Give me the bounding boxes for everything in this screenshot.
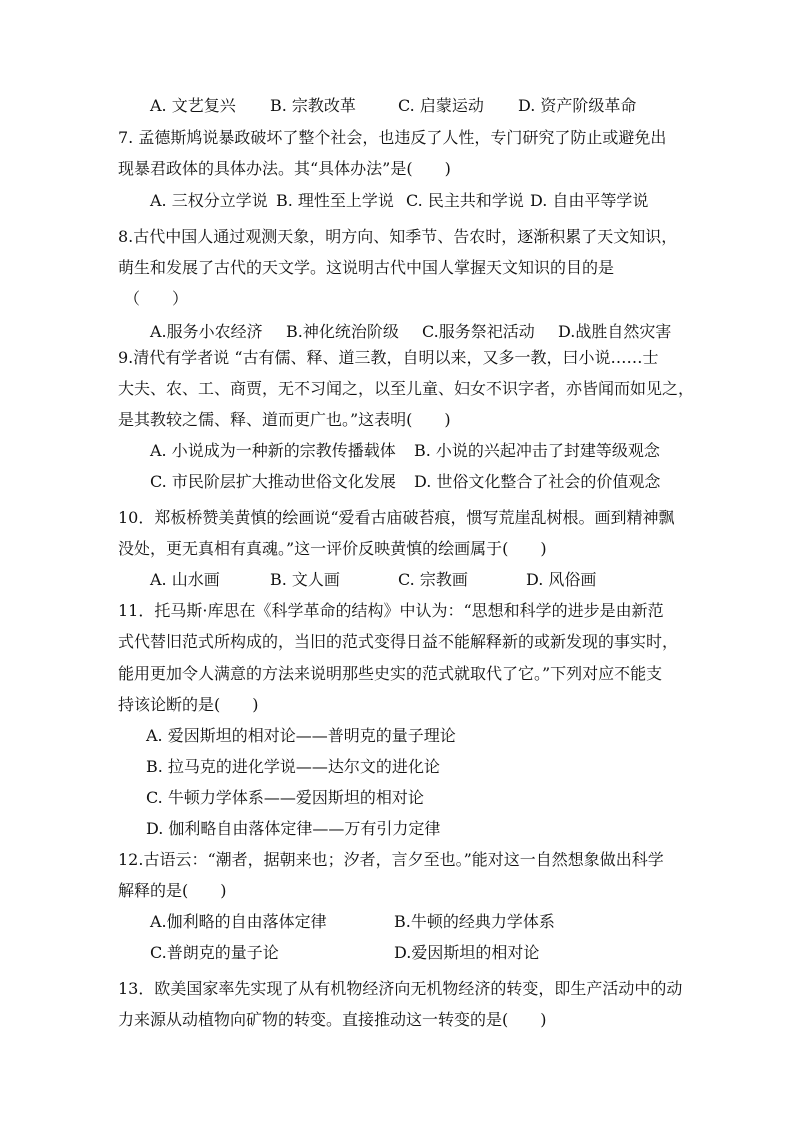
q7-stem-line-1: 7. 孟德斯鸠说暴政破坏了整个社会，也违反了人性，专门研究了防止或避免出 [118,128,667,147]
q11-stem-line-2: 式代替旧范式所构成的，当旧的范式变得日益不能解释新的或新发现的事实时， [118,632,679,651]
q9-stem-line-1: 9.清代有学者说 “古有儒、释、道三教，自明以来，又多一教，曰小说……士 [118,348,659,367]
q6-option-a: A. 文艺复兴 [150,96,236,115]
q13-stem-line-2: 力来源从动植物向矿物的转变。直接推动这一转变的是( ) [118,1010,547,1029]
q8-stem-line-2: 萌生和发展了古代的天文学。这说明古代中国人掌握天文知识的目的是 [118,258,615,277]
q12-option-b: B.牛顿的经典力学体系 [394,912,555,931]
q6-option-d: D. 资产阶级革命 [518,96,637,115]
q12-stem-line-2: 解释的是( ) [118,881,227,900]
q7-option-a: A. 三权分立学说 [150,191,268,210]
q7-option-b: B. 理性至上学说 [276,191,394,210]
q12-option-c: C.普朗克的量子论 [150,943,279,962]
q10-stem-line-2: 没处，更无真相有真魂。”这一评价反映黄慎的绘画属于( ) [118,539,547,558]
q9-option-c: C. 市民阶层扩大推动世俗文化发展 [150,472,396,491]
q11-option-c: C. 牛顿力学体系——爱因斯坦的相对论 [146,788,424,807]
q10-option-a: A. 山水画 [150,570,220,589]
q8-option-c: C.服务祭祀活动 [422,322,535,341]
q10-option-c: C. 宗教画 [398,570,468,589]
q8-option-b: B.神化统治阶级 [286,322,399,341]
q8-option-d: D.战胜自然灾害 [558,322,672,341]
q8-option-a: A.服务小农经济 [150,322,263,341]
q6-option-b: B. 宗教改革 [270,96,356,115]
q11-stem-line-4: 持该论断的是( ) [118,695,259,714]
q10-option-d: D. 风俗画 [526,570,597,589]
q9-option-d: D. 世俗文化整合了社会的价值观念 [414,472,661,491]
q7-option-c: C. 民主共和学说 [406,191,524,210]
q6-option-c: C. 启蒙运动 [398,96,484,115]
q9-option-b: B. 小说的兴起冲击了封建等级观念 [414,441,660,460]
q9-option-a: A. 小说成为一种新的宗教传播载体 [150,441,396,460]
q11-option-d: D. 伽利略自由落体定律——万有引力定律 [146,819,441,838]
q8-stem-line-3: （ ） [124,289,189,308]
q12-option-d: D.爱因斯坦的相对论 [394,943,540,962]
q9-stem-line-2: 大夫、农、工、商贾，无不习闻之，以至儿童、妇女不识字者，亦皆闻而如见之， [118,379,695,398]
q10-stem-line-1: 10．郑板桥赞美黄慎的绘画说“爱看古庙破苔痕，惯写荒崖乱树根。画到精神飘 [118,508,675,527]
q12-stem-line-1: 12.古语云：“潮者，据朝来也；汐者，言夕至也。”能对这一自然想象做出科学 [118,850,664,869]
q11-option-a: A. 爱因斯坦的相对论——普明克的量子理论 [146,726,456,745]
q13-stem-line-1: 13．欧美国家率先实现了从有机物经济向无机物经济的转变，即生产活动中的动 [118,979,683,998]
q7-stem-line-2: 现暴君政体的具体办法。其“具体办法”是( ) [118,159,451,178]
q10-option-b: B. 文人画 [270,570,340,589]
q12-option-a: A.伽利略的自由落体定律 [150,912,327,931]
q9-stem-line-3: 是其教较之儒、释、道而更广也。”这表明( ) [118,410,451,429]
q11-option-b: B. 拉马克的进化学说——达尔文的进化论 [146,757,440,776]
q11-stem-line-3: 能用更加令人满意的方法来说明那些史实的范式就取代了它。”下列对应不能支 [118,664,663,683]
q7-option-d: D. 自由平等学说 [530,191,649,210]
q8-stem-line-1: 8.古代中国人通过观测天象，明方向、知季节、告农时，逐渐积累了天文知识， [118,227,678,246]
q11-stem-line-1: 11．托马斯·库思在《科学革命的结构》中认为：“思想和科学的进步是由新范 [118,601,664,620]
